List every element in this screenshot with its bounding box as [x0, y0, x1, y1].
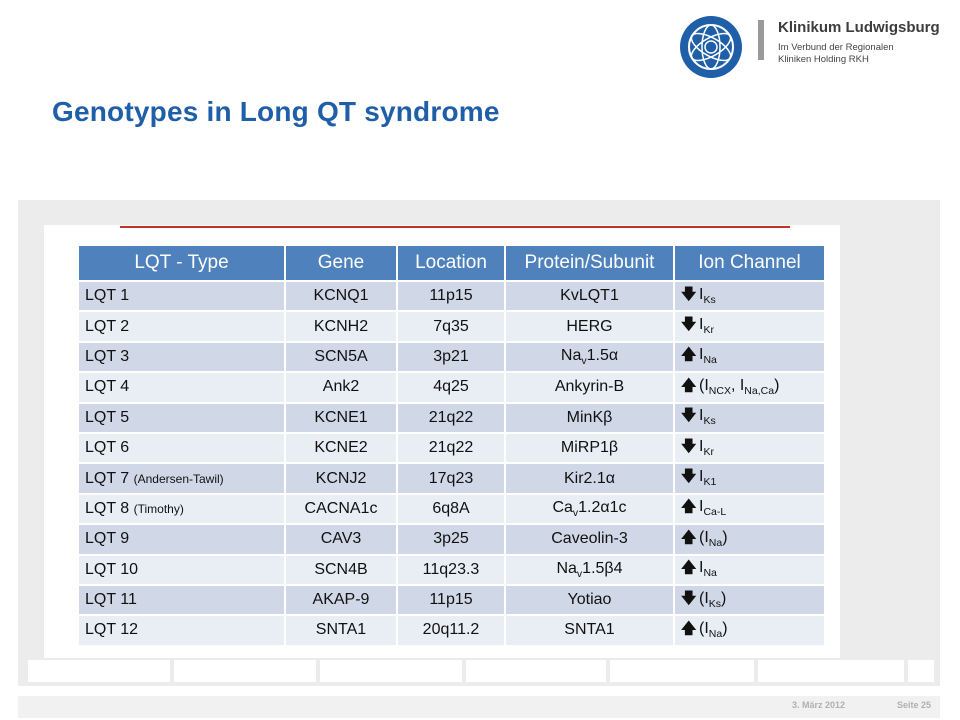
bottom-tab: [174, 660, 316, 682]
cell-gene: Ank2: [285, 372, 397, 402]
lqt-type-label: LQT 11: [85, 591, 137, 609]
logo-subtitle-line-1: Im Verbund der Regionalen: [778, 42, 894, 53]
cell-ion-channel: [674, 615, 824, 644]
cell-gene: CACNA1c: [285, 494, 397, 524]
cell-location: 3p25: [397, 524, 505, 554]
genotype-table: [79, 246, 824, 645]
lqt-type-label: LQT 4: [85, 378, 130, 396]
lqt-type-label: LQT 5: [85, 408, 130, 426]
cell-lqt-type: [79, 463, 285, 493]
header-lqt-type: LQT - Type: [79, 246, 285, 281]
ion-current-subscript: Ks: [703, 415, 716, 428]
ion-current-subscript: Na: [703, 567, 717, 580]
cell-protein: [505, 311, 674, 341]
footer-page-number: Seite 25: [897, 700, 932, 710]
bottom-tab: [908, 660, 934, 682]
cell-lqt-type: [79, 555, 285, 585]
ion-current-subscript: Kr: [703, 445, 714, 458]
cell-ion-channel: [674, 494, 824, 524]
ion-current: I: [704, 589, 709, 607]
ion-current-subscript: Ca-L: [703, 506, 727, 519]
ion-current: I: [699, 468, 704, 486]
ion-current: I: [699, 346, 704, 364]
arrow-down-icon: 🡇: [681, 468, 697, 486]
table-header-row: [79, 246, 824, 281]
cell-protein: [505, 615, 674, 644]
lqt-type-label: LQT 12: [85, 621, 139, 639]
ion-current: I: [704, 619, 709, 637]
protein-rest: 1.5α: [586, 346, 619, 364]
ion-current-subscript: K1: [703, 476, 717, 489]
ion-current: I: [704, 528, 709, 546]
lqt-type-label: LQT 3: [85, 347, 130, 365]
cell-location: 3p21: [397, 342, 505, 372]
lqt-type-note: (Timothy): [133, 501, 184, 516]
cell-lqt-type: [79, 615, 285, 644]
protein-rest: 1.5β4: [582, 559, 623, 577]
arrow-down-icon: 🡇: [681, 407, 697, 425]
header-gene: Gene: [285, 246, 397, 281]
cell-lqt-type: [79, 524, 285, 554]
logo-subtitle: [778, 42, 894, 66]
cell-ion-channel: [674, 433, 824, 463]
ion-current: I: [699, 316, 704, 334]
table-body: [79, 281, 824, 645]
cell-protein: [505, 372, 674, 402]
arrow-up-icon: 🡅: [681, 559, 697, 577]
ion-current-2-subscript: Na,Ca: [744, 385, 775, 398]
ion-current: I: [704, 376, 709, 394]
cell-lqt-type: [79, 403, 285, 433]
lqt-type-label: LQT 8: [85, 499, 130, 517]
lqt-type-label: LQT 7: [85, 469, 130, 487]
cell-protein: [505, 342, 674, 372]
ion-separator: ,: [730, 376, 740, 394]
lqt-type-label: LQT 9: [85, 530, 130, 548]
protein-base: Ca: [552, 498, 573, 516]
ion-current: I: [699, 498, 704, 516]
arrow-up-icon: 🡅: [681, 346, 697, 364]
ion-open-paren: (: [699, 589, 705, 607]
ion-current-subscript: Kr: [703, 324, 714, 337]
ion-close-paren: ): [722, 619, 728, 637]
protein-base: KvLQT1: [560, 287, 619, 305]
logo-divider: [758, 20, 764, 60]
accent-line: [120, 226, 790, 228]
hospital-logo: [680, 16, 942, 80]
cell-location: 11p15: [397, 585, 505, 615]
cell-protein: [505, 403, 674, 433]
ion-close-paren: ): [774, 376, 780, 394]
cell-lqt-type: [79, 281, 285, 311]
cell-gene: KCNQ1: [285, 281, 397, 311]
protein-subscript: v: [572, 507, 579, 520]
cell-protein: [505, 463, 674, 493]
ion-current: I: [699, 407, 704, 425]
footer-date: 3. März 2012: [792, 700, 846, 710]
protein-rest: 1.2α1c: [578, 498, 627, 516]
cell-gene: AKAP-9: [285, 585, 397, 615]
table-row: [79, 463, 824, 493]
cell-location: 6q8A: [397, 494, 505, 524]
ion-current-subscript: Ks: [703, 293, 716, 306]
protein-base: Yotiao: [567, 591, 612, 609]
cell-lqt-type: [79, 494, 285, 524]
cell-protein: [505, 494, 674, 524]
arrow-up-icon: 🡅: [681, 528, 697, 546]
table-row: [79, 585, 824, 615]
protein-subscript: v: [576, 567, 583, 580]
lqt-type-label: LQT 2: [85, 317, 130, 335]
bottom-tab: [466, 660, 606, 682]
cell-protein: [505, 281, 674, 311]
table-row: [79, 555, 824, 585]
ion-current-2: I: [739, 376, 745, 394]
ion-current: I: [699, 559, 704, 577]
cell-lqt-type: [79, 311, 285, 341]
cell-ion-channel: [674, 372, 824, 402]
cell-gene: KCNJ2: [285, 463, 397, 493]
protein-base: Ankyrin-B: [554, 378, 625, 396]
ion-open-paren: (: [699, 376, 705, 394]
protein-base: HERG: [566, 317, 613, 335]
cell-lqt-type: [79, 433, 285, 463]
table-row: [79, 342, 824, 372]
protein-base: Na: [556, 559, 577, 577]
cell-gene: KCNE2: [285, 433, 397, 463]
ion-open-paren: (: [699, 619, 705, 637]
cell-lqt-type: [79, 585, 285, 615]
ion-close-paren: ): [722, 528, 728, 546]
protein-subscript: v: [581, 355, 587, 368]
table-row: [79, 372, 824, 402]
header-ion-channel: Ion Channel: [674, 246, 824, 281]
header-protein-subunit: Protein/Subunit: [505, 246, 674, 281]
ion-current-subscript: NCX: [708, 385, 731, 398]
protein-base: MinKβ: [566, 408, 613, 426]
cell-ion-channel: [674, 342, 824, 372]
lqt-type-label: LQT 6: [85, 439, 130, 457]
cell-location: 17q23: [397, 463, 505, 493]
cell-lqt-type: [79, 342, 285, 372]
cell-location: 21q22: [397, 403, 505, 433]
cell-protein: [505, 433, 674, 463]
cell-lqt-type: [79, 372, 285, 402]
cell-ion-channel: [674, 524, 824, 554]
cell-gene: KCNE1: [285, 403, 397, 433]
logo-emblem-icon: [680, 16, 742, 78]
cell-ion-channel: [674, 281, 824, 311]
cell-gene: SCN5A: [285, 342, 397, 372]
bottom-tab: [610, 660, 754, 682]
ion-close-paren: ): [721, 589, 727, 607]
ion-current: I: [699, 437, 704, 455]
table-row: [79, 433, 824, 463]
arrow-up-icon: 🡅: [681, 498, 697, 516]
cell-ion-channel: [674, 585, 824, 615]
cell-gene: SCN4B: [285, 555, 397, 585]
arrow-down-icon: 🡇: [681, 285, 697, 303]
ion-open-paren: (: [699, 528, 705, 546]
arrow-up-icon: 🡅: [681, 619, 697, 637]
table-row: [79, 524, 824, 554]
ion-current-subscript: Na: [708, 537, 723, 549]
cell-location: 21q22: [397, 433, 505, 463]
table-row: [79, 281, 824, 311]
cell-gene: KCNH2: [285, 311, 397, 341]
slide-title: Genotypes in Long QT syndrome: [52, 96, 500, 127]
cell-location: 20q11.2: [397, 615, 505, 644]
arrow-down-icon: 🡇: [681, 316, 697, 334]
logo-name: Klinikum Ludwigsburg: [778, 19, 940, 36]
cell-ion-channel: [674, 403, 824, 433]
ion-current-subscript: Na: [703, 354, 717, 367]
protein-base: MiRP1β: [560, 439, 619, 457]
cell-location: 11p15: [397, 281, 505, 311]
protein-base: Caveolin-3: [551, 530, 628, 548]
ion-current-subscript: Na: [708, 628, 723, 641]
logo-subtitle-line-2: Kliniken Holding RKH: [778, 54, 869, 65]
table-row: [79, 311, 824, 341]
arrow-down-icon: 🡇: [681, 589, 697, 607]
bottom-tab: [320, 660, 462, 682]
cell-ion-channel: [674, 463, 824, 493]
protein-base: Kir2.1α: [563, 469, 616, 487]
lqt-type-label: LQT 10: [85, 560, 139, 578]
cell-ion-channel: [674, 555, 824, 585]
cell-gene: CAV3: [285, 524, 397, 554]
cell-location: 11q23.3: [397, 555, 505, 585]
arrow-up-icon: 🡅: [681, 376, 697, 394]
bottom-tab: [28, 660, 170, 682]
bottom-tab: [758, 660, 904, 682]
table-row: [79, 494, 824, 524]
table-row: [79, 615, 824, 644]
cell-protein: [505, 585, 674, 615]
cell-ion-channel: [674, 311, 824, 341]
protein-base: SNTA1: [564, 621, 615, 639]
ion-current: I: [699, 285, 704, 303]
cell-gene: SNTA1: [285, 615, 397, 644]
header-location: Location: [397, 246, 505, 281]
lqt-type-note: (Andersen-Tawil): [133, 471, 224, 486]
cell-location: 4q25: [397, 372, 505, 402]
cell-location: 7q35: [397, 311, 505, 341]
protein-base: Na: [560, 346, 582, 364]
arrow-down-icon: 🡇: [681, 437, 697, 455]
lqt-type-label: LQT 1: [85, 287, 130, 305]
table-row: [79, 403, 824, 433]
ion-current-subscript: Ks: [708, 597, 722, 610]
cell-protein: [505, 555, 674, 585]
cell-protein: [505, 524, 674, 554]
